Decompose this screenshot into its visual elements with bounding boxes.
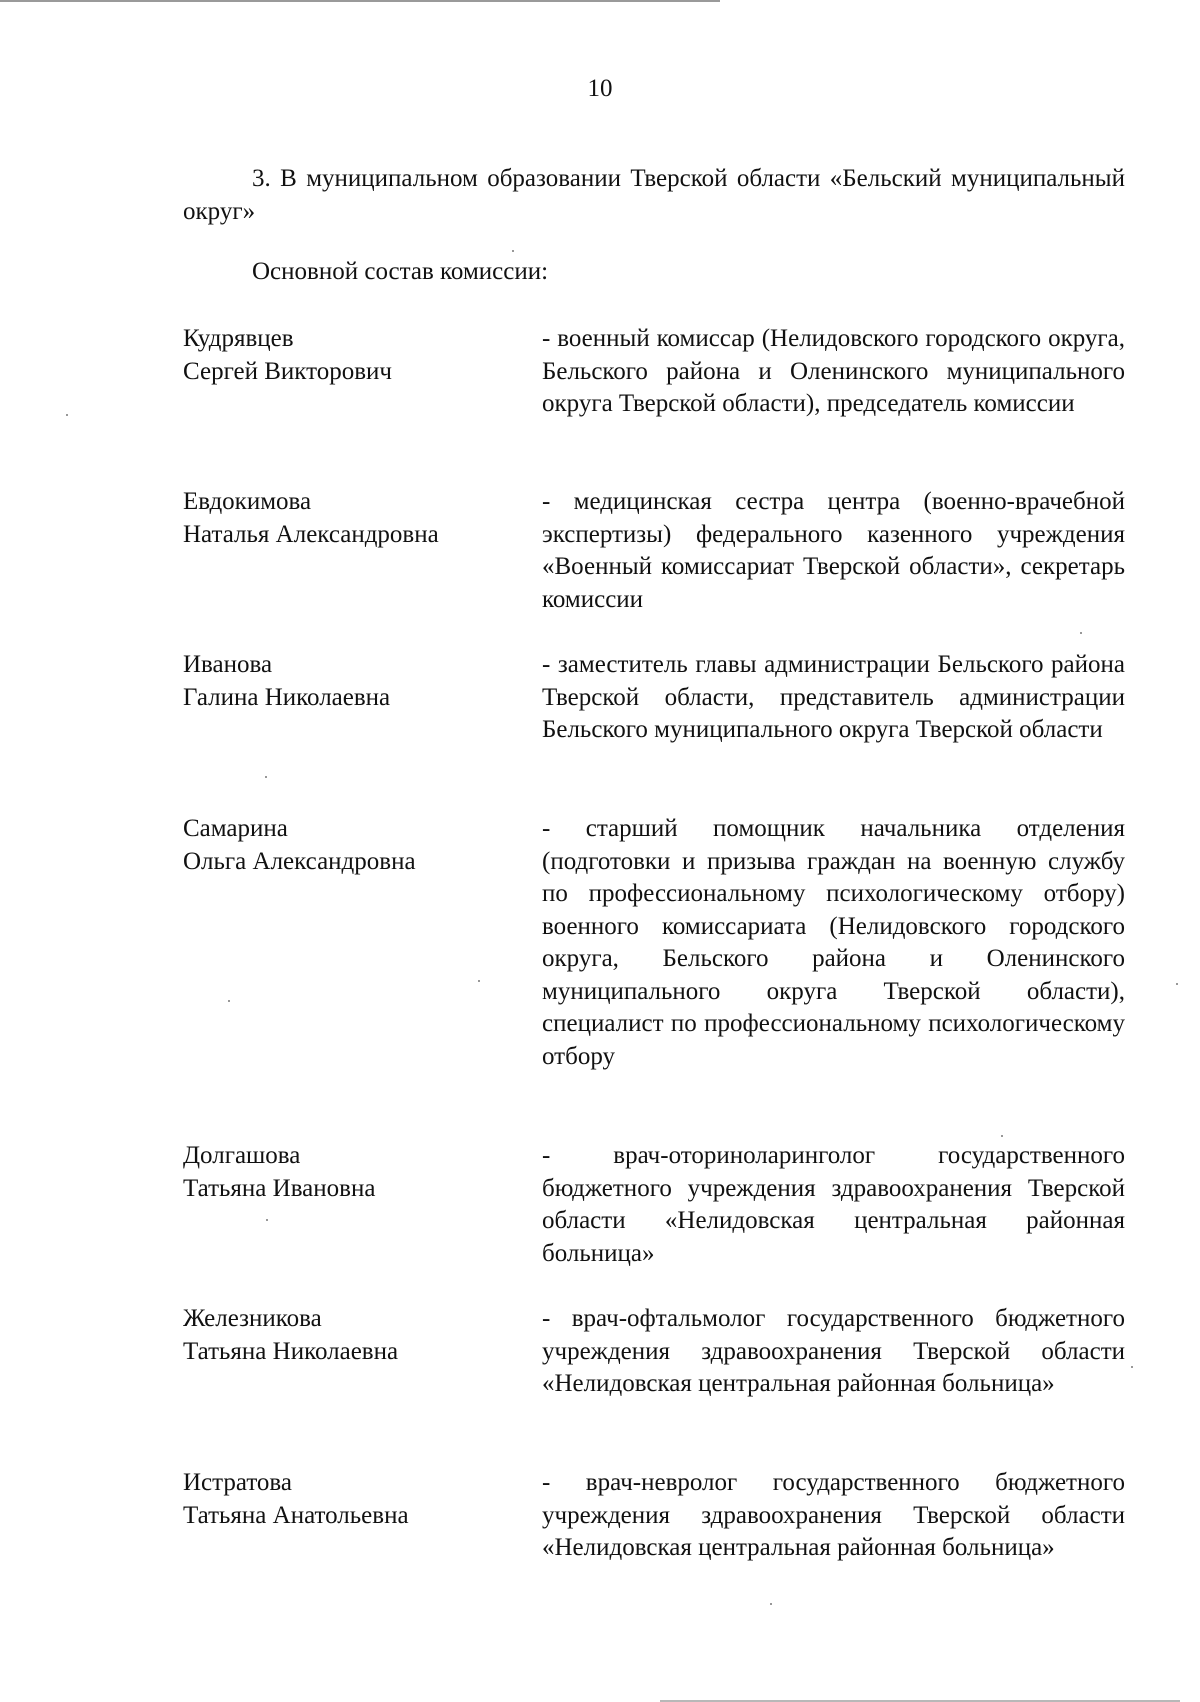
member-surname: Иванова [183,651,273,678]
member-role: - врач-оториноларинголог государственного бюджетного учреждения здравоохранения Тверской области «Нелидовская центральная районная больница» [542,1142,1125,1267]
member-role: - старший помощник начальника отделения (подготовки и призыва граждан на военную службу по профессиональному психологическому отбору) военного комиссариата (Нелидовского городского округа, Бельского района и Оленинского муниципального округа Тверской области), специалист по профессиональному психологическому отбору [542,815,1125,1070]
scan-speck [512,250,514,252]
member-name [183,1467,513,1532]
member-given-names: Сергей Викторович [183,357,392,385]
page-number: 10 [587,75,613,102]
member-name [183,1303,513,1368]
member-role: - врач-невролог государственного бюджетного учреждения здравоохранения Тверской области «Нелидовская центральная районная больница» [542,1469,1125,1561]
scan-speck [1131,1366,1133,1368]
member-given-names: Татьяна Анатольевна [183,1501,409,1529]
member-given-names: Галина Николаевна [183,683,391,711]
scan-speck [478,980,480,982]
member-name [183,1140,513,1205]
section-heading: 3. В муниципальном образовании Тверской области «Бельский муниципальный округ» [183,165,1125,225]
scan-speck [1001,1135,1003,1137]
scan-speck [1176,983,1178,985]
member-name [183,649,513,714]
member-given-names: Татьяна Ивановна [183,1174,376,1202]
member-surname: Евдокимова [183,488,312,515]
member-role: - военный комиссар (Нелидовского городского округа, Бельского района и Оленинского муниципального округа Тверской области), председатель комиссии [542,325,1125,417]
composition-title: Основной состав комиссии: [252,258,549,285]
scan-speck [266,1219,268,1221]
member-role: - заместитель главы администрации Бельского района Тверской области, представитель администрации Бельского муниципального округа Тверской области [542,651,1125,743]
member-name [183,813,513,878]
member-name [183,323,513,388]
scan-speck [66,414,68,416]
member-given-names: Наталья Александровна [183,520,439,548]
scan-speck [265,776,267,778]
member-surname: Кудрявцев [183,325,294,352]
member-name [183,486,513,551]
member-given-names: Ольга Александровна [183,847,416,875]
member-surname: Самарина [183,815,288,842]
scan-speck [1080,632,1082,634]
member-surname: Истратова [183,1469,292,1496]
scan-speck [228,1000,230,1002]
member-surname: Железникова [183,1305,322,1332]
member-surname: Долгашова [183,1142,301,1169]
member-role: - врач-офтальмолог государственного бюджетного учреждения здравоохранения Тверской области «Нелидовская центральная районная больница» [542,1305,1125,1397]
scan-speck [770,1603,772,1605]
scan-edge-top [0,0,720,2]
member-given-names: Татьяна Николаевна [183,1337,399,1365]
member-role: - медицинская сестра центра (военно-врачебной экспертизы) федерального казенного учреждения «Военный комиссариат Тверской области», секретарь комиссии [542,488,1125,613]
